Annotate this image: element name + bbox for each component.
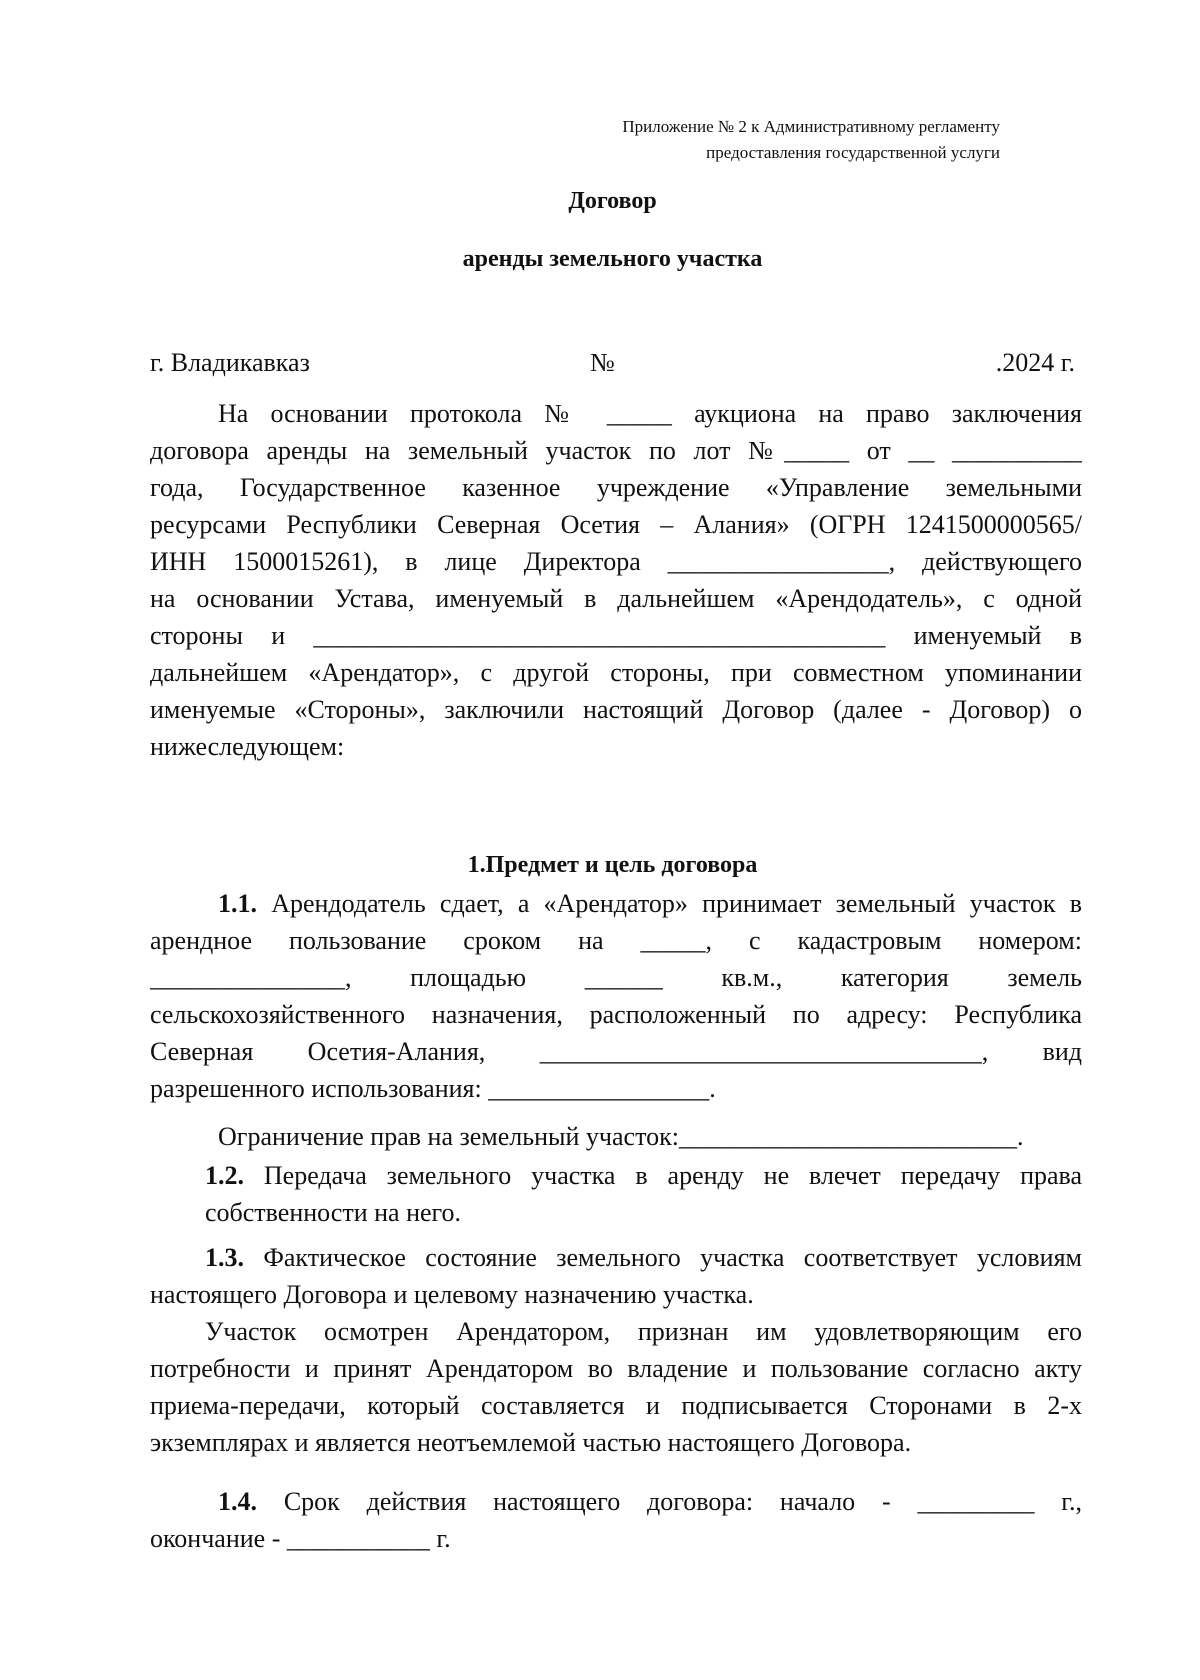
clause-1-1-line: 1.1. Арендодатель сдает, а «Арендатор» принимает земельный участок в	[218, 889, 1082, 918]
clause-number: 1.1.	[218, 889, 257, 918]
clause-1-3b-line: приема-передачи, который составляется и подписывается Сторонами в 2-х	[150, 1391, 1082, 1420]
preamble-line: стороны и ____________________________________________ именуемый в	[150, 621, 1082, 650]
section-heading: 1.Предмет и цель договора	[467, 852, 758, 878]
preamble-line: ИНН 1500015261), в лице Директора _________________, действующего	[150, 547, 1082, 576]
clause-1-2-line: 1.2. Передача земельного участка в аренду не влечет передачу права	[205, 1161, 1082, 1190]
clause-1-3-line: 1.3. Фактическое состояние земельного участка соответствует условиям	[205, 1243, 1082, 1272]
city: г. Владикавказ	[150, 348, 310, 377]
clause-1-1-line: Северная Осетия-Алания, __________________________________, вид	[150, 1037, 1082, 1066]
preamble-line: именуемые «Стороны», заключили настоящий Договор (далее - Договор) о	[150, 695, 1082, 724]
preamble-line: года, Государственное казенное учреждение «Управление земельными	[150, 473, 1082, 502]
preamble-line: договора аренды на земельный участок по лот №_____ от __ __________	[150, 436, 1082, 465]
preamble-line: На основании протокола № _____ аукциона на право заключения	[218, 399, 1082, 428]
clause-number: 1.4.	[218, 1487, 257, 1516]
contract-number: №	[590, 348, 615, 377]
clause-number: 1.2.	[205, 1161, 244, 1190]
document-title: Договор	[568, 188, 657, 214]
preamble-line: нижеследующем:	[150, 732, 345, 761]
preamble-line: на основании Устава, именуемый в дальнейшем «Арендодатель», с одной	[150, 584, 1082, 613]
clause-1-1-line: сельскохозяйственного назначения, расположенный по адресу: Республика	[150, 1000, 1082, 1029]
clause-1-2-line: собственности на него.	[205, 1198, 462, 1227]
clause-1-4-line: окончание - ___________ г.	[150, 1524, 451, 1553]
document-subtitle: аренды земельного участка	[462, 246, 763, 272]
clause-1-3b-line: Участок осмотрен Арендатором, признан им удовлетворяющим его	[205, 1317, 1082, 1346]
preamble-line: ресурсами Республики Северная Осетия – Алания» (ОГРН 1241500000565/	[150, 510, 1082, 539]
clause-1-3b-line: потребности и принят Арендатором во владение и пользование согласно акту	[150, 1354, 1082, 1383]
contract-date: .2024 г.	[995, 348, 1075, 377]
clause-1-1-line: разрешенного использования: _________________.	[150, 1074, 716, 1103]
clause-1-3b-line: экземплярах и является неотъемлемой частью настоящего Договора.	[150, 1428, 912, 1457]
restriction-line: Ограничение прав на земельный участок:__________________________.	[218, 1122, 1024, 1151]
annex-line-2: предоставления государственной услуги	[706, 143, 1000, 162]
clause-1-1-line: арендное пользование сроком на _____, с кадастровым номером:	[150, 926, 1082, 955]
annex-line-1: Приложение № 2 к Административному регламенту	[622, 117, 1000, 136]
clause-1-1-line: _______________, площадью ______ кв.м., категория земель	[150, 963, 1082, 992]
clause-number: 1.3.	[205, 1243, 244, 1272]
preamble-line: дальнейшем «Арендатор», с другой стороны, при совместном упоминании	[150, 658, 1082, 687]
clause-1-3-line: настоящего Договора и целевому назначению участка.	[150, 1280, 754, 1309]
clause-1-4-line: 1.4. Срок действия настоящего договора: начало - _________ г.,	[218, 1487, 1082, 1516]
